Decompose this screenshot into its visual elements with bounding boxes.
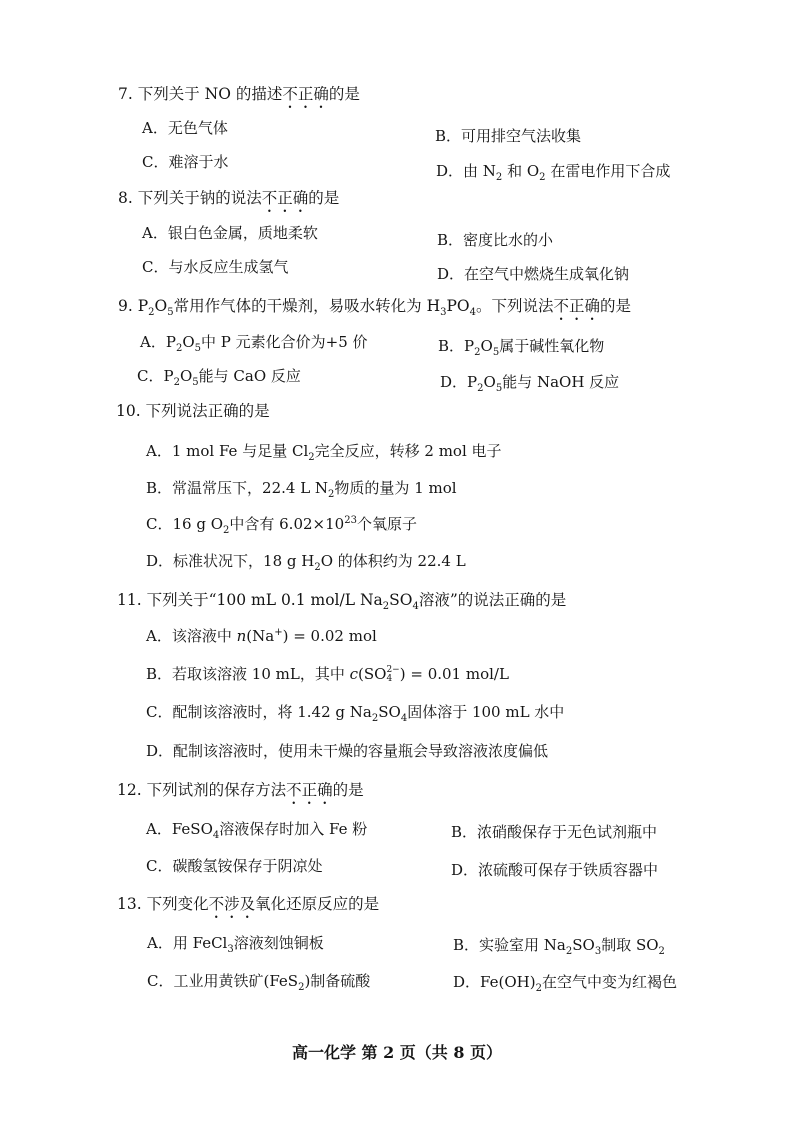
q9-option-a: A．$P_2O_5$中 P 元素化合价为+5 价 [140,333,368,354]
question-9-stem: 9. $P_2O_5$常用作气体的干燥剂，易吸水转化为 $H_3PO_4$。下列说法不正确的是 [118,297,632,319]
q9-option-c: C．$P_2O_5$能与 CaO 反应 [137,367,301,388]
q13-option-b: B．实验室用 $Na_2SO_3$制取 $SO_2$ [453,936,665,957]
q12-option-c: C．碳酸氢铵保存于阴凉处 [146,857,323,875]
q11-option-b: B．若取该溶液 10 mL，其中 c(SO 2− 4 ) = 0.01 mol/L [146,665,509,684]
question-10-stem: 10. 下列说法正确的是 [116,402,270,420]
question-8-stem: 8. 下列关于钠的说法不正确的是 [118,189,340,207]
q10-option-b: B．常温常压下，22.4 L $N_2$物质的量为 1 mol [146,479,457,500]
q7-option-c: C．难溶于水 [142,153,229,171]
q9-option-b: B．$P_2O_5$属于碱性氧化物 [438,337,605,358]
question-11-stem: 11. 下列关于“100 mL 0.1 mol/L $Na_2SO_4$溶液”的说法正确的是 [117,591,567,613]
question-7-stem: 7. 下列关于 NO 的描述不正确的是 [118,85,360,103]
q8-option-c: C．与水反应生成氢气 [142,258,289,276]
page-footer: 高一化学 第 2 页（共 8 页） [291,1043,503,1062]
q11-option-d: D．配制该溶液时，使用未干燥的容量瓶会导致溶液浓度偏低 [146,742,549,760]
q10-option-d: D．标准状况下，18 g $H_2O$ 的体积约为 22.4 L [146,552,466,573]
q8-option-a: A．银白色金属，质地柔软 [142,224,318,242]
q11-option-c: C．配制该溶液时，将 1.42 g $Na_2SO_4$固体溶于 100 mL 水中 [146,703,565,724]
q13-option-d: D．$Fe(OH)_2$在空气中变为红褐色 [453,973,677,994]
q9-option-d: D．$P_2O_5$能与 NaOH 反应 [440,373,620,394]
q7-option-d: D．由 $N_2$ 和 $O_2$ 在雷电作用下合成 [436,162,671,183]
q8-option-b: B．密度比水的小 [437,231,554,249]
q13-option-c: C．工业用黄铁矿(FeS$_2$)制备硫酸 [147,972,371,993]
q8-option-d: D．在空气中燃烧生成氧化钠 [437,265,630,283]
q12-option-d: D．浓硫酸可保存于铁质容器中 [451,861,659,879]
q13-option-a: A．用 FeCl$_3$溶液刻蚀铜板 [147,934,324,955]
q11-option-a: A．该溶液中 n(Na+) = 0.02 mol [146,627,377,645]
q10-option-a: A．1 mol Fe 与足量 $Cl_2$完全反应，转移 2 mol 电子 [146,442,502,463]
question-13-stem: 13. 下列变化不涉及氧化还原反应的是 [117,895,380,913]
question-12-stem: 12. 下列试剂的保存方法不正确的是 [117,781,364,799]
q12-option-b: B．浓硝酸保存于无色试剂瓶中 [451,823,658,841]
q7-option-b: B．可用排空气法收集 [435,127,582,145]
q12-option-a: A．FeSO$_4$溶液保存时加入 Fe 粉 [146,820,368,841]
q10-option-c: C．16 g $O_2$中含有 $6.02\times 10^{23}$个氧原子 [146,515,417,536]
q7-option-a: A．无色气体 [142,119,228,137]
